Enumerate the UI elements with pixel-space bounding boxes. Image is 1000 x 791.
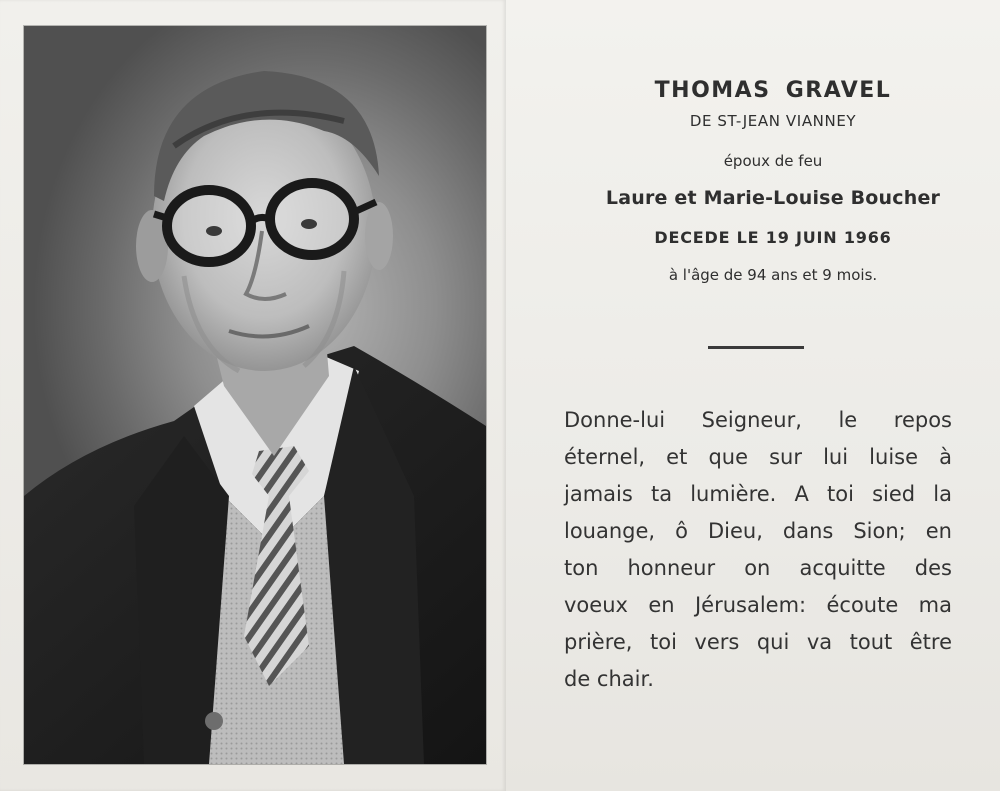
portrait-photo: [24, 26, 486, 764]
prayer-line: voeux en Jérusalem: écoute ma: [564, 593, 952, 617]
prayer-line: éternel, et que sur lui luise à: [564, 445, 952, 469]
prayer-line: louange, ô Dieu, dans Sion; en: [564, 519, 952, 543]
prayer-text: [564, 402, 952, 698]
spouse-names: Laure et Marie-Louise Boucher: [605, 187, 941, 209]
prayer-line: jamais ta lumière. A toi sied la: [564, 482, 952, 506]
death-date: DECEDE LE 19 JUIN 1966: [654, 228, 892, 247]
deceased-name: THOMAS GRAVEL: [654, 78, 892, 103]
prayer-line: Donne-lui Seigneur, le repos: [564, 408, 952, 432]
prayer-line: prière, toi vers qui va tout être: [564, 630, 952, 654]
spouse-intro: époux de feu: [723, 152, 823, 170]
parish-line: DE ST-JEAN VIANNEY: [689, 112, 857, 130]
prayer-line: ton honneur on acquitte des: [564, 556, 952, 580]
divider-rule: [708, 346, 804, 349]
header-block: [506, 74, 1000, 286]
portrait-illustration: [24, 26, 486, 764]
memorial-card: [506, 0, 1000, 791]
prayer-line: de chair.: [564, 667, 654, 691]
age-at-death: à l'âge de 94 ans et 9 mois.: [668, 266, 878, 284]
